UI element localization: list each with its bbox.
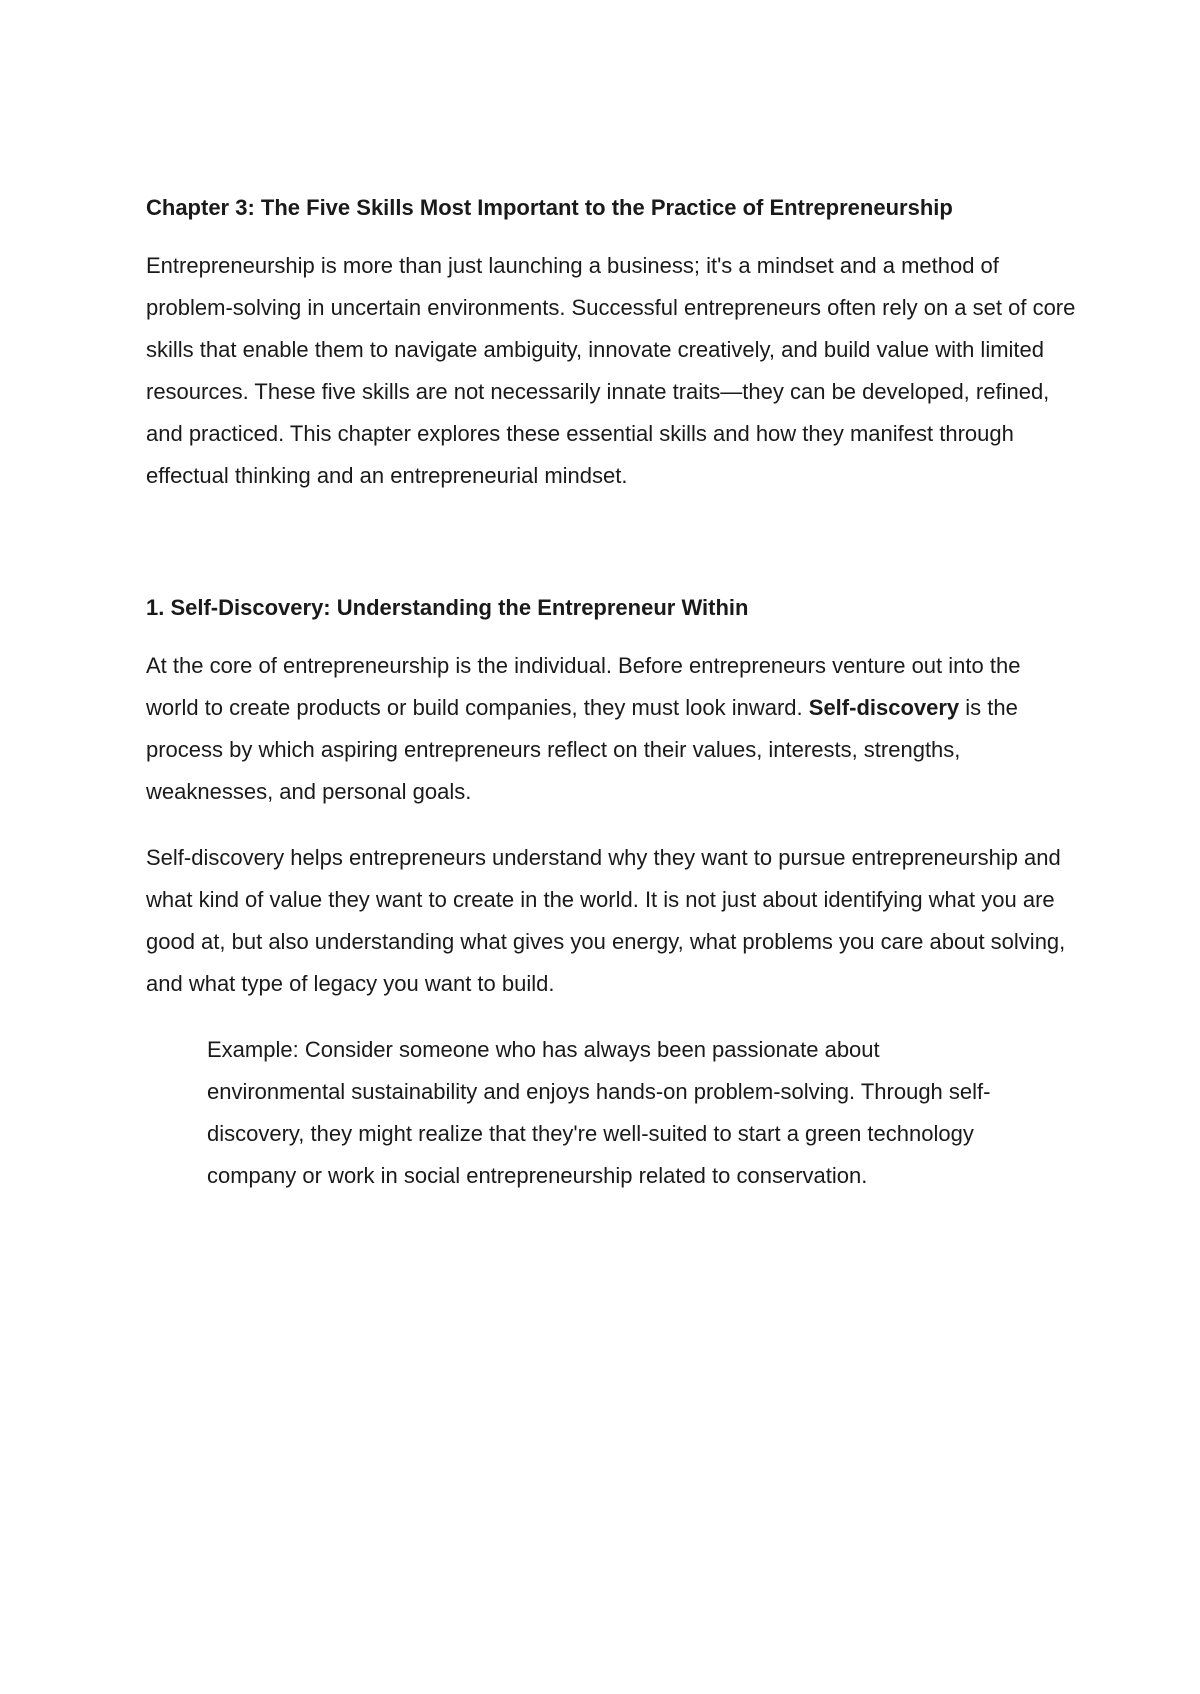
chapter-title: Chapter 3: The Five Skills Most Important to the Practice of Entrepreneurship — [146, 195, 953, 220]
section-heading-self-discovery: 1. Self-Discovery: Understanding the Entrepreneur Within — [146, 595, 749, 620]
paragraph-text: is the process by which aspiring entrepreneurs reflect on their values, interests, strengths, weaknesses, and personal goals. — [146, 695, 1018, 804]
paragraph-text: At the core of entrepreneurship is the individual. Before entrepreneurs venture out into the world to create products or build companies, they must look inward. — [146, 653, 1021, 720]
bold-term-self-discovery: Self-discovery — [808, 695, 960, 720]
example-block: Example: Consider someone who has always been passionate about environmental sustainability and enjoys hands-on problem-solving. Through self-discovery, they might realize that they're well-suited to start a green technology company or work in social entrepreneurship related to conservation. — [207, 1037, 991, 1188]
page-content — [146, 193, 1076, 1197]
self-discovery-paragraph-2: Self-discovery helps entrepreneurs understand why they want to pursue entrepreneurship and what kind of value they want to create in the world. It is not just about identifying what you are good at, but also understanding what gives you energy, what problems you care about solving, and what type of legacy you want to build. — [146, 845, 1066, 996]
intro-paragraph: Entrepreneurship is more than just launching a business; it's a mindset and a method of problem-solving in uncertain environments. Successful entrepreneurs often rely on a set of core skills that enable them to navigate ambiguity, innovate creatively, and build value with limited resources. These five skills are not necessarily innate traits—they can be developed, refined, and practiced. This chapter explores these essential skills and how they manifest through effectual thinking and an entrepreneurial mindset. — [146, 253, 1076, 488]
self-discovery-paragraph-1 — [146, 645, 1076, 813]
